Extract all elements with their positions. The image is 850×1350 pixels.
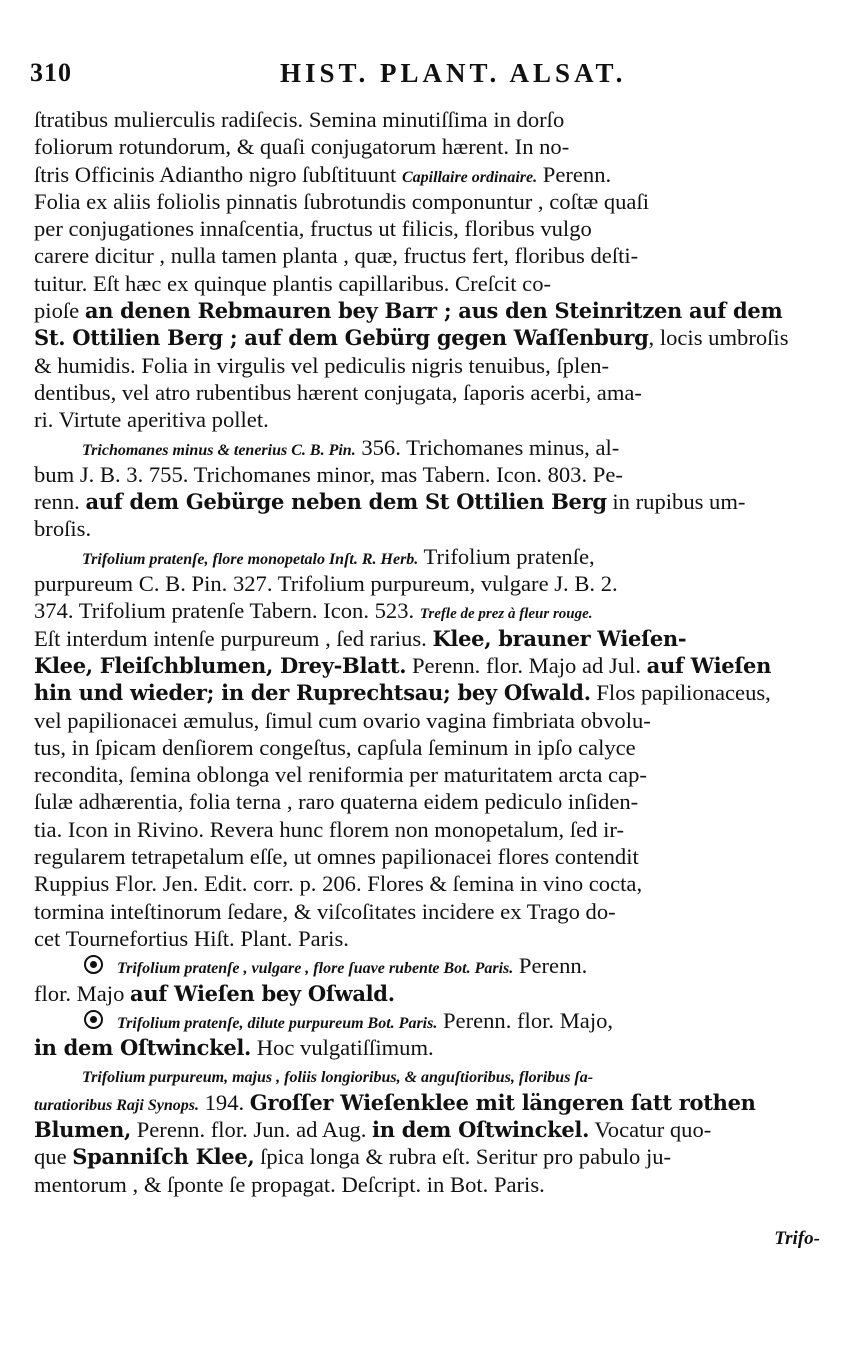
german-locality: in dem Oſtwinckel. (34, 1035, 252, 1061)
text-line: hin und wieder; in der Ruprechtsau; bey Oſwald. Flos papilionaceus, (34, 680, 771, 706)
french-name: Trefle de prez à fleur rouge. (419, 606, 593, 623)
german-locality: auf dem Gebürge neben dem St Ottilien Berg (85, 489, 607, 515)
text-line: ſulæ adhærentia, folia terna , raro quaterna eidem pediculo inſiden- (34, 789, 639, 815)
text-line: St. Ottilien Berg ; auf dem Gebürg gegen Waſſenburg, locis umbroſis (34, 325, 789, 351)
text-line: & humidis. Folia in virgulis vel pediculis nigris tenuibus, ſplen- (34, 352, 610, 378)
german-locality: hin und wieder; in der Ruprechtsau; bey Oſwald. (34, 680, 591, 706)
text-line: pioſe an denen Rebmauren bey Barr ; aus den Steinritzen auf dem (34, 298, 783, 324)
text-line: Trifolium pratenſe , vulgare , flore ſuave rubente Bot. Paris. Perenn. (34, 952, 824, 979)
text-line: regularem tetrapetalum eſſe, ut omnes papilionacei flores contendit (34, 844, 639, 870)
text-line: per conjugationes innaſcentia, fructus ut filicis, floribus vulgo (34, 216, 592, 242)
text-line: purpureum C. B. Pin. 327. Trifolium purpureum, vulgare J. B. 2. (34, 571, 618, 597)
variety-name: Trifolium pratenſe , vulgare , flore ſuave rubente Bot. Paris. (117, 960, 514, 978)
text-line: Trichomanes minus & tenerius C. B. Pin. 356. Trichomanes minus, al- (82, 434, 620, 460)
catchword: Trifo- (774, 1228, 820, 1249)
text-line: ri. Virtute aperitiva pollet. (34, 407, 269, 433)
variety-mark-icon (84, 1010, 103, 1029)
species-name: Trichomanes minus & tenerius C. B. Pin. (82, 441, 356, 459)
text-line: Ruppius Flor. Jen. Edit. corr. p. 206. Flores & ſemina in vino cocta, (34, 871, 643, 897)
german-locality: St. Ottilien Berg ; auf dem Gebürg gegen Waſſenburg (34, 325, 649, 351)
text-line: carere dicitur , nulla tamen planta , quæ, fructus fert, floribus deſti- (34, 243, 639, 269)
german-locality: auf Wieſen (646, 652, 772, 678)
species-name: Trifolium pratenſe, flore monopetalo Inſt. R. Herb. (82, 550, 419, 568)
text-line: que Spanniſch Klee, ſpica longa & rubra eſt. Seritur pro pabulo ju- (34, 1144, 672, 1170)
french-name: Capillaire ordinaire. (401, 168, 538, 186)
running-head: HIST. PLANT. ALSAT. (280, 58, 627, 88)
text-line: flor. Majo auf Wieſen bey Oſwald. (34, 980, 395, 1006)
species-name: Trifolium purpureum, majus , foliis longioribus, & anguſtioribus, floribus ſa- (82, 1069, 594, 1087)
text-line: bum J. B. 3. 755. Trichomanes minor, mas Tabern. Icon. 803. Pe- (34, 461, 623, 487)
text-line: foliorum rotundorum, & quaſi conjugatorum hærent. In no- (34, 134, 570, 160)
body-text (34, 106, 824, 1198)
text-line: 374. Trifolium pratenſe Tabern. Icon. 523. Trefle de prez à fleur rouge. (34, 598, 593, 624)
text-line (34, 1061, 824, 1088)
species-name: turatioribus Raji Synops. (34, 1096, 199, 1114)
german-locality: an denen Rebmauren bey Barr ; aus den Steinritzen auf dem (84, 298, 783, 324)
text-line: recondita, ſemina oblonga vel reniformia per maturitatem arcta cap- (34, 762, 647, 788)
text-line: Eſt interdum intenſe purpureum , ſed rarius. Klee, brauner Wieſen- (34, 625, 687, 651)
text-line: renn. auf dem Gebürge neben dem St Ottilien Berg in rupibus um- (34, 489, 746, 515)
text-line: tus, in ſpicam denſiorem congeſtus, capſula ſeminum in ipſo calyce (34, 734, 636, 760)
german-locality: auf Wieſen bey Oſwald. (130, 980, 395, 1006)
variety-mark-icon (84, 955, 103, 974)
text-line: Folia ex aliis foliolis pinnatis ſubrotundis componuntur , coſtæ quaſi (34, 188, 650, 214)
german-name: Klee, brauner Wieſen- (432, 625, 687, 651)
german-name: Spanniſch Klee, (72, 1144, 255, 1170)
page-number: 310 (30, 58, 72, 87)
german-name: Klee, Fleiſchblumen, Drey-Blatt. (34, 652, 407, 678)
text-line: Trifolium pratenſe, dilute purpureum Bot. Paris. Perenn. flor. Majo, (34, 1007, 824, 1034)
text-line: in dem Oſtwinckel. Hoc vulgatiſſimum. (34, 1035, 434, 1061)
text-line: tormina inteſtinorum ſedare, & viſcoſitates incidere ex Trago do- (34, 898, 616, 924)
text-line: broſis. (34, 516, 92, 542)
german-name: Groſſer Wieſenklee mit längeren ſatt rothen (249, 1089, 756, 1115)
text-line: cet Tournefortius Hiſt. Plant. Paris. (34, 925, 349, 951)
page-header (30, 58, 830, 98)
text-line: mentorum , & ſponte ſe propagat. Deſcript. in Bot. Paris. (34, 1171, 545, 1197)
text-line: Klee, Fleiſchblumen, Drey-Blatt. Perenn. flor. Majo ad Jul. auf Wieſen (34, 652, 772, 678)
text-line: turatioribus Raji Synops. 194. Groſſer Wieſenklee mit längeren ſatt rothen (34, 1089, 756, 1115)
german-name: Blumen, (34, 1116, 132, 1142)
text-line: tuitur. Eſt hæc ex quinque plantis capillaribus. Creſcit co- (34, 270, 552, 296)
text-line: ſtratibus mulierculis radiſecis. Semina minutiſſima in dorſo (34, 107, 565, 132)
text-line: ſtris Officinis Adiantho nigro ſubſtituunt Capillaire ordinaire. Perenn. (34, 161, 612, 187)
german-locality: in dem Oſtwinckel. (372, 1116, 590, 1142)
text-line: Trifolium pratenſe, flore monopetalo Inſt. R. Herb. Trifolium pratenſe, (82, 543, 595, 569)
text-line: tia. Icon in Rivino. Revera hunc florem non monopetalum, ſed ir- (34, 816, 624, 842)
text-line: Blumen, Perenn. flor. Jun. ad Aug. in dem Oſtwinckel. Vocatur quo- (34, 1116, 712, 1142)
text-line: dentibus, vel atro rubentibus hærent conjugata, ſaporis acerbi, ama- (34, 379, 642, 405)
variety-name: Trifolium pratenſe, dilute purpureum Bot. Paris. (117, 1014, 438, 1032)
text-line: vel papilionacei æmulus, ſimul cum ovario vagina fimbriata obvolu- (34, 707, 651, 733)
